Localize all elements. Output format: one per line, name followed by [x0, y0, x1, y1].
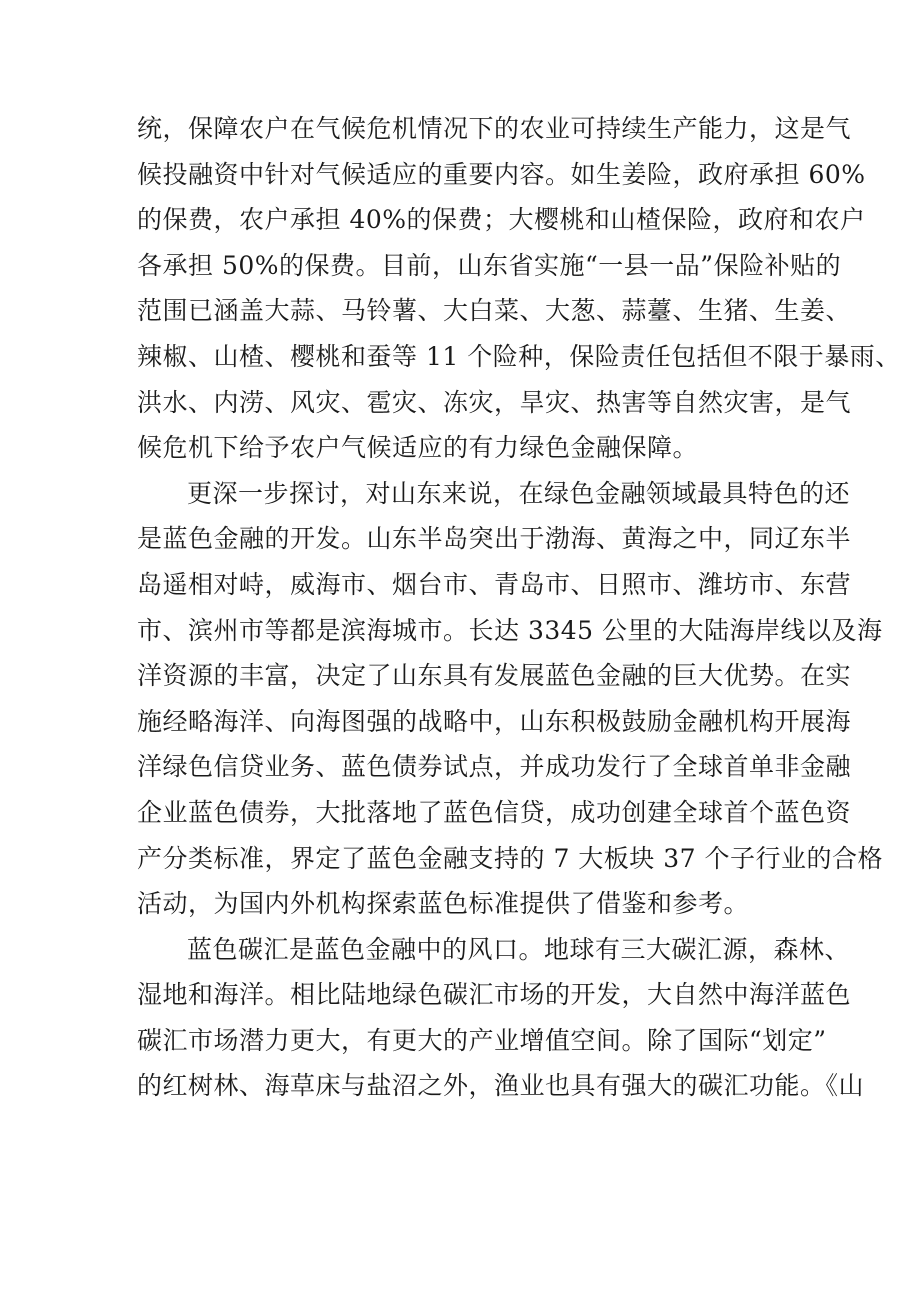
text-line: 市、滨州市等都是滨海城市。长达 3345 公里的大陆海岸线以及海	[137, 615, 883, 645]
text-line: 湿地和海洋。相比陆地绿色碳汇市场的开发，大自然中海洋蓝色	[137, 980, 852, 1010]
text-line: 更深一步探讨，对山东来说，在绿色金融领域最具特色的还	[187, 478, 851, 508]
text-line: 蓝色碳汇是蓝色金融中的风口。地球有三大碳汇源，森林、	[187, 934, 851, 964]
text-line: 施经略海洋、向海图强的战略中，山东积极鼓励金融机构开展海	[137, 706, 852, 736]
text-line: 的红树林、海草床与盐沼之外，渔业也具有强大的碳汇功能。《山	[137, 1071, 865, 1101]
text-line: 辣椒、山楂、樱桃和蚕等 11 个险种，保险责任包括但不限于暴雨、	[137, 341, 901, 371]
text-line: 的保费，农户承担 40%的保费；大樱桃和山楂保险，政府和农户	[137, 205, 866, 235]
text-line: 产分类标准，界定了蓝色金融支持的 7 大板块 37 个子行业的合格	[137, 843, 884, 873]
text-line: 候危机下给予农户气候适应的有力绿色金融保障。	[137, 433, 699, 463]
document-body	[137, 106, 901, 1109]
text-line: 活动，为国内外机构探索蓝色标准提供了借鉴和参考。	[137, 889, 750, 919]
text-line: 洋资源的丰富，决定了山东具有发展蓝色金融的巨大优势。在实	[137, 661, 852, 691]
text-line: 碳汇市场潜力更大，有更大的产业增值空间。除了国际“划定”	[137, 1025, 827, 1055]
paragraph-blue-finance	[137, 471, 884, 927]
text-line: 洪水、内涝、风灾、雹灾、冻灾，旱灾、热害等自然灾害，是气	[137, 387, 852, 417]
text-line: 洋绿色信贷业务、蓝色债券试点，并成功发行了全球首单非金融	[137, 752, 852, 782]
text-line: 岛遥相对峙，威海市、烟台市、青岛市、日照市、潍坊市、东营	[137, 569, 852, 599]
text-line: 候投融资中针对气候适应的重要内容。如生姜险，政府承担 60%	[137, 159, 866, 189]
text-line: 各承担 50%的保费。目前，山东省实施“一县一品”保险补贴的	[137, 250, 842, 280]
text-line: 是蓝色金融的开发。山东半岛突出于渤海、黄海之中，同辽东半	[137, 524, 852, 554]
text-line: 统，保障农户在气候危机情况下的农业可持续生产能力，这是气	[137, 114, 852, 143]
text-line: 范围已涵盖大蒜、马铃薯、大白菜、大葱、蒜薹、生猪、生姜、	[137, 296, 852, 326]
paragraph-insurance	[137, 106, 901, 471]
text-line: 企业蓝色债券，大批落地了蓝色信贷，成功创建全球首个蓝色资	[137, 797, 852, 827]
paragraph-blue-carbon	[137, 927, 865, 1109]
